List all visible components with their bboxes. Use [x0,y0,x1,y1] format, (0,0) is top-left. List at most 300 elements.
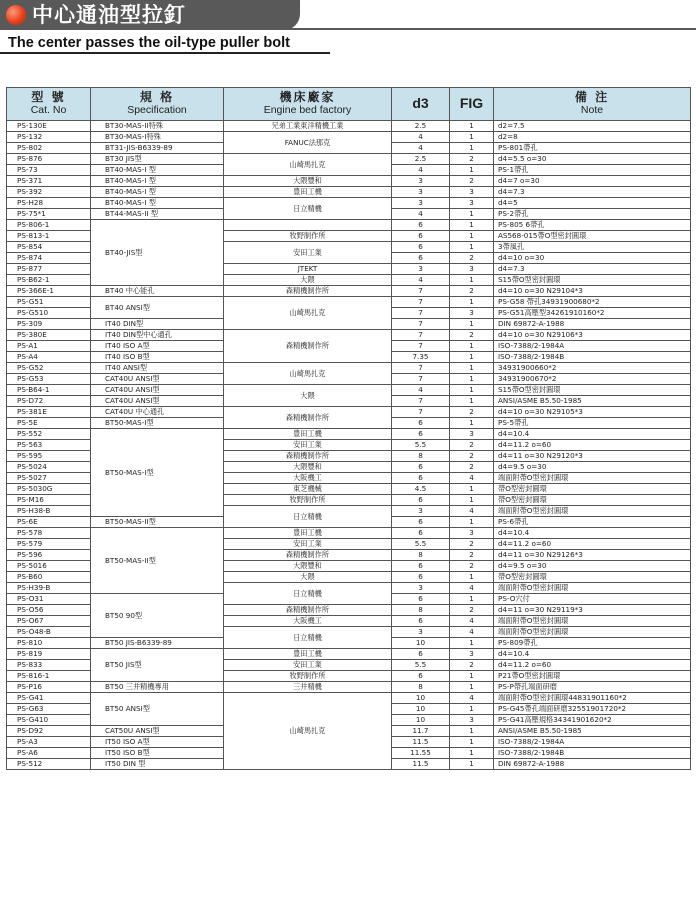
cat-no-cell: PS-366E-1 [7,286,91,297]
factory-cell: 豊田工機 [224,429,392,440]
fig-cell: 2 [450,605,494,616]
note-cell: AS568-015帶O型密封圓環 [494,231,691,242]
factory-cell: 山崎馬扎克 [224,363,392,385]
spec-cell: IT50 ISO A型 [91,737,224,748]
table-row [7,649,691,660]
d3-cell: 10 [392,693,450,704]
spec-cell: BT50 90型 [91,594,224,638]
cat-no-cell: PS-806-1 [7,220,91,231]
note-cell: PS-G51高壓型34261910160*2 [494,308,691,319]
factory-cell: 森精機制作所 [224,407,392,429]
fig-cell: 1 [450,297,494,308]
factory-cell: 森精機制作所 [224,330,392,363]
d3-cell: 6 [392,242,450,253]
note-cell: 34931900660*2 [494,363,691,374]
d3-cell: 6 [392,649,450,660]
fig-cell: 1 [450,341,494,352]
spec-cell: CAT50U ANSI型 [91,726,224,737]
fig-cell: 2 [450,253,494,264]
d3-cell: 7 [392,330,450,341]
factory-cell: 大隈 [224,275,392,286]
spec-cell: IT40 DIN型 [91,319,224,330]
d3-cell: 6 [392,429,450,440]
note-cell: 端面附帶O型密封圓環 [494,627,691,638]
cat-no-cell: PS-D92 [7,726,91,737]
cat-no-cell: PS-877 [7,264,91,275]
d3-cell: 4 [392,275,450,286]
d3-cell: 7 [392,286,450,297]
table-row [7,429,691,440]
factory-cell: JTEKT [224,264,392,275]
note-cell: d4=9.5 o=30 [494,561,691,572]
d3-cell: 10 [392,704,450,715]
factory-cell: 牧野制作所 [224,495,392,506]
d3-cell: 8 [392,605,450,616]
cat-no-cell: PS-A6 [7,748,91,759]
note-cell: 端面附帶O型密封圓環 [494,506,691,517]
note-cell: d4=10.4 [494,649,691,660]
factory-cell: 豊田工機 [224,528,392,539]
note-cell: d4=11.2 o=60 [494,440,691,451]
table-row [7,198,691,209]
factory-cell: 安田工業 [224,660,392,671]
factory-cell: 山崎馬扎克 [224,693,392,770]
col-header-fig: FIG [450,88,494,121]
spec-cell: CAT40U 中心通孔 [91,407,224,418]
note-cell: d4=5.5 o=30 [494,154,691,165]
table-row [7,176,691,187]
d3-cell: 4 [392,132,450,143]
table-row [7,187,691,198]
factory-cell: 大隈豐和 [224,176,392,187]
table-row [7,528,691,539]
cat-no-cell: PS-309 [7,319,91,330]
note-cell: d4=10 o=30 [494,253,691,264]
d3-cell: 5.5 [392,440,450,451]
note-cell: PS-G58 帶孔34931900680*2 [494,297,691,308]
note-cell: 端面附帶O型密封圓環44831901160*2 [494,693,691,704]
cat-no-cell: PS-A4 [7,352,91,363]
d3-cell: 8 [392,682,450,693]
note-cell: PS-6帶孔 [494,517,691,528]
bullet-icon [6,5,26,25]
factory-cell: 日立精機 [224,583,392,605]
note-cell: 端面附帶O型密封圓環 [494,473,691,484]
note-cell: PS-G41高壓規格34341901620*2 [494,715,691,726]
factory-cell: 日立精機 [224,506,392,528]
fig-cell: 4 [450,473,494,484]
fig-cell: 1 [450,275,494,286]
fig-cell: 1 [450,396,494,407]
d3-cell: 6 [392,572,450,583]
d3-cell: 6 [392,462,450,473]
cat-no-cell: PS-874 [7,253,91,264]
d3-cell: 11.55 [392,748,450,759]
cat-no-cell: PS-D72 [7,396,91,407]
cat-no-cell: PS-O56 [7,605,91,616]
factory-cell: 森精機制作所 [224,451,392,462]
d3-cell: 11.7 [392,726,450,737]
d3-cell: 4.5 [392,484,450,495]
d3-cell: 5.5 [392,660,450,671]
d3-cell: 6 [392,473,450,484]
fig-cell: 1 [450,352,494,363]
product-table [6,87,691,770]
note-cell: d4=10 o=30 N29105*3 [494,407,691,418]
d3-cell: 6 [392,220,450,231]
table-row [7,121,691,132]
cat-no-cell: PS-810 [7,638,91,649]
page-title: 中心通油型拉釘 [32,3,186,27]
factory-cell: 安田工業 [224,242,392,264]
d3-cell: 6 [392,616,450,627]
d3-cell: 4 [392,143,450,154]
factory-cell: 東芝機械 [224,484,392,495]
d3-cell: 10 [392,638,450,649]
table-row [7,385,691,396]
note-cell: ISO-7388/2-1984B [494,748,691,759]
fig-cell: 1 [450,572,494,583]
cat-no-cell: PS-G410 [7,715,91,726]
d3-cell: 4 [392,165,450,176]
fig-cell: 1 [450,209,494,220]
fig-cell: 1 [450,638,494,649]
d3-cell: 6 [392,594,450,605]
note-cell: d4=11 o=30 N29126*3 [494,550,691,561]
fig-cell: 2 [450,462,494,473]
note-cell: PS-G45帶孔端面研磨32551901720*2 [494,704,691,715]
note-cell: DIN 69872-A-1988 [494,759,691,770]
note-cell: S15帶O型密封圓環 [494,275,691,286]
note-cell: ISO-7388/2-1984A [494,737,691,748]
fig-cell: 2 [450,407,494,418]
fig-cell: 4 [450,616,494,627]
fig-cell: 4 [450,506,494,517]
factory-cell: 大隈豐和 [224,462,392,473]
cat-no-cell: PS-563 [7,440,91,451]
spec-cell: IT40 ISO A型 [91,341,224,352]
fig-cell: 3 [450,528,494,539]
spec-cell: CAT40U ANSI型 [91,374,224,385]
d3-cell: 3 [392,627,450,638]
d3-cell: 6 [392,517,450,528]
d3-cell: 7 [392,341,450,352]
note-cell: 帶O型密封圓環 [494,495,691,506]
spec-cell: BT40-MAS-I 型 [91,176,224,187]
header-rule [0,28,696,30]
fig-cell: 1 [450,682,494,693]
cat-no-cell: PS-816-1 [7,671,91,682]
spec-cell: IT40 ISO B型 [91,352,224,363]
note-cell: PS-O穴付 [494,594,691,605]
note-cell: d4=7.3 [494,187,691,198]
fig-cell: 1 [450,594,494,605]
d3-cell: 4 [392,385,450,396]
factory-cell: 豊田工機 [224,649,392,660]
d3-cell: 8 [392,550,450,561]
note-cell: d4=5 [494,198,691,209]
fig-cell: 2 [450,561,494,572]
cat-no-cell: PS-G53 [7,374,91,385]
note-cell: PS-5帶孔 [494,418,691,429]
factory-cell: 森精機制作所 [224,286,392,297]
spec-cell: IT50 DIN 型 [91,759,224,770]
d3-cell: 7 [392,396,450,407]
spec-cell: BT50-MAS-I型 [91,418,224,429]
cat-no-cell: PS-73 [7,165,91,176]
spec-cell: BT40 ANSI型 [91,297,224,319]
d3-cell: 6 [392,231,450,242]
fig-cell: 1 [450,165,494,176]
spec-cell: BT50-MAS-II型 [91,528,224,594]
note-cell: d4=7.3 [494,264,691,275]
fig-cell: 2 [450,539,494,550]
cat-no-cell: PS-132 [7,132,91,143]
factory-cell: 大隈 [224,385,392,407]
fig-cell: 1 [450,671,494,682]
col-header-cat-no: 型 號 Cat. No [7,88,91,121]
fig-cell: 1 [450,132,494,143]
cat-no-cell: PS-G41 [7,693,91,704]
d3-cell: 6 [392,671,450,682]
fig-cell: 1 [450,759,494,770]
factory-cell: 森精機制作所 [224,550,392,561]
note-cell: d4=11.2 o=60 [494,539,691,550]
cat-no-cell: PS-819 [7,649,91,660]
factory-cell: 大阪機工 [224,473,392,484]
note-cell: d4=11 o=30 N29120*3 [494,451,691,462]
note-cell: PS-809帶孔 [494,638,691,649]
factory-cell: 安田工業 [224,539,392,550]
cat-no-cell: PS-A3 [7,737,91,748]
fig-cell: 2 [450,330,494,341]
spec-cell: BT40-MAS-I 型 [91,165,224,176]
cat-no-cell: PS-H38-B [7,506,91,517]
fig-cell: 1 [450,242,494,253]
cat-no-cell: PS-371 [7,176,91,187]
note-cell: ANSI/ASME B5.50-1985 [494,396,691,407]
cat-no-cell: PS-512 [7,759,91,770]
fig-cell: 1 [450,319,494,330]
factory-cell: 兄弟工業東洋精機工業 [224,121,392,132]
cat-no-cell: PS-B62-1 [7,275,91,286]
d3-cell: 3 [392,506,450,517]
col-header-d3: d3 [392,88,450,121]
spec-cell: IT40 ANSI型 [91,363,224,374]
cat-no-cell: PS-5016 [7,561,91,572]
table-row [7,682,691,693]
cat-no-cell: PS-5030G [7,484,91,495]
note-cell: PS-801帶孔 [494,143,691,154]
spec-cell: BT31-JIS-B6339-89 [91,143,224,154]
cat-no-cell: PS-B60 [7,572,91,583]
spec-cell: BT50 JIS型 [91,649,224,682]
fig-cell: 4 [450,583,494,594]
note-cell: DIN 69872-A-1988 [494,319,691,330]
note-cell: PS-P帶孔端面研磨 [494,682,691,693]
note-cell: d2=7.5 [494,121,691,132]
note-cell: d4=11 o=30 N29119*3 [494,605,691,616]
fig-cell: 1 [450,748,494,759]
note-cell: d4=10.4 [494,528,691,539]
table-row [7,407,691,418]
cat-no-cell: PS-5E [7,418,91,429]
note-cell: 帶O型密封圓環 [494,484,691,495]
note-cell: P21帶O型密封圓環 [494,671,691,682]
spec-cell: IT40 DIN型中心通孔 [91,330,224,341]
note-cell: d4=11.2 o=60 [494,660,691,671]
d3-cell: 6 [392,418,450,429]
note-cell: 34931900670*2 [494,374,691,385]
fig-cell: 1 [450,704,494,715]
fig-cell: 1 [450,418,494,429]
factory-cell: 大阪機工 [224,616,392,627]
cat-no-cell: PS-813-1 [7,231,91,242]
factory-cell: 牧野制作所 [224,231,392,242]
d3-cell: 3 [392,583,450,594]
fig-cell: 1 [450,484,494,495]
fig-cell: 3 [450,198,494,209]
cat-no-cell: PS-O48-B [7,627,91,638]
note-cell: 3帶風孔 [494,242,691,253]
d3-cell: 7 [392,297,450,308]
col-header-specification: 規 格 Specification [91,88,224,121]
cat-no-cell: PS-802 [7,143,91,154]
d3-cell: 6 [392,495,450,506]
d3-cell: 4 [392,209,450,220]
d3-cell: 5.5 [392,539,450,550]
note-cell: ISO-7388/2-1984A [494,341,691,352]
cat-no-cell: PS-596 [7,550,91,561]
note-cell: d2=8 [494,132,691,143]
col-header-factory: 機床廠家 Engine bed factory [224,88,392,121]
spec-cell: BT40 中心能孔 [91,286,224,297]
table-row [7,220,691,231]
fig-cell: 1 [450,143,494,154]
cat-no-cell: PS-5024 [7,462,91,473]
note-cell: d4=10 o=30 N29104*3 [494,286,691,297]
spec-cell: BT50-MAS-I型 [91,429,224,517]
d3-cell: 7 [392,319,450,330]
fig-cell: 3 [450,308,494,319]
d3-cell: 7 [392,407,450,418]
d3-cell: 6 [392,561,450,572]
factory-cell: 大隈豐和 [224,561,392,572]
table-row [7,286,691,297]
spec-cell: BT40-MAS-I 型 [91,198,224,209]
fig-cell: 1 [450,121,494,132]
factory-cell: 大隈 [224,572,392,583]
fig-cell: 2 [450,154,494,165]
d3-cell: 7 [392,308,450,319]
d3-cell: 3 [392,176,450,187]
cat-no-cell: PS-876 [7,154,91,165]
cat-no-cell: PS-H28 [7,198,91,209]
fig-cell: 1 [450,495,494,506]
table-row [7,363,691,374]
cat-no-cell: PS-552 [7,429,91,440]
cat-no-cell: PS-833 [7,660,91,671]
subtitle-underline [0,52,330,54]
factory-cell: FANUC法那克 [224,132,392,154]
note-cell: ISO-7388/2-1984B [494,352,691,363]
note-cell: 端面附帶O型密封圓環 [494,616,691,627]
fig-cell: 1 [450,374,494,385]
d3-cell: 11.5 [392,737,450,748]
cat-no-cell: PS-392 [7,187,91,198]
fig-cell: 2 [450,440,494,451]
page-header [0,0,696,34]
spec-cell: BT50 ANSI型 [91,693,224,726]
d3-cell: 8 [392,451,450,462]
cat-no-cell: PS-O67 [7,616,91,627]
fig-cell: 1 [450,220,494,231]
d3-cell: 3 [392,198,450,209]
factory-cell: 日立精機 [224,627,392,649]
cat-no-cell: PS-381E [7,407,91,418]
cat-no-cell: PS-579 [7,539,91,550]
table-row [7,297,691,308]
cat-no-cell: PS-B64-1 [7,385,91,396]
page-subtitle: The center passes the oil-type puller bolt [8,35,291,51]
spec-cell: BT50 JIS-B6339-89 [91,638,224,649]
cat-no-cell: PS-578 [7,528,91,539]
spec-cell: BT40-JIS型 [91,220,224,286]
note-cell: d4=9.5 o=30 [494,462,691,473]
spec-cell: CAT40U ANSI型 [91,396,224,407]
table-header-row [7,88,691,121]
fig-cell: 1 [450,363,494,374]
fig-cell: 1 [450,726,494,737]
d3-cell: 7.35 [392,352,450,363]
factory-cell: 三井精機 [224,682,392,693]
cat-no-cell: PS-6E [7,517,91,528]
note-cell: S15帶O型密封圓環 [494,385,691,396]
factory-cell: 森精機制作所 [224,605,392,616]
cat-no-cell: PS-854 [7,242,91,253]
d3-cell: 7 [392,363,450,374]
spec-cell: BT40-MAS-I 型 [91,187,224,198]
table-row [7,693,691,704]
factory-cell: 山崎馬扎克 [224,297,392,330]
col-header-note: 備 注 Note [494,88,691,121]
spec-cell: BT44-MAS-II 型 [91,209,224,220]
cat-no-cell: PS-595 [7,451,91,462]
note-cell: PS-805 6帶孔 [494,220,691,231]
note-cell: d4=10.4 [494,429,691,440]
fig-cell: 1 [450,517,494,528]
note-cell: 端面附帶O型密封圓環 [494,583,691,594]
cat-no-cell: PS-75*1 [7,209,91,220]
cat-no-cell: PS-M16 [7,495,91,506]
note-cell: PS-1帶孔 [494,165,691,176]
factory-cell [224,220,392,231]
spec-cell: BT30 JIS型 [91,154,224,165]
table-row [7,330,691,341]
table-row [7,132,691,143]
note-cell: 帶O型密封圓環 [494,572,691,583]
fig-cell: 4 [450,627,494,638]
note-cell: d4=10 o=30 N29106*3 [494,330,691,341]
fig-cell: 2 [450,550,494,561]
spec-cell: BT30-MAS-II特殊 [91,121,224,132]
d3-cell: 7 [392,374,450,385]
factory-cell: 山崎馬扎克 [224,154,392,176]
spec-cell: BT50 三井精機專用 [91,682,224,693]
d3-cell: 2.5 [392,154,450,165]
factory-cell: 日立精機 [224,198,392,220]
fig-cell: 3 [450,649,494,660]
